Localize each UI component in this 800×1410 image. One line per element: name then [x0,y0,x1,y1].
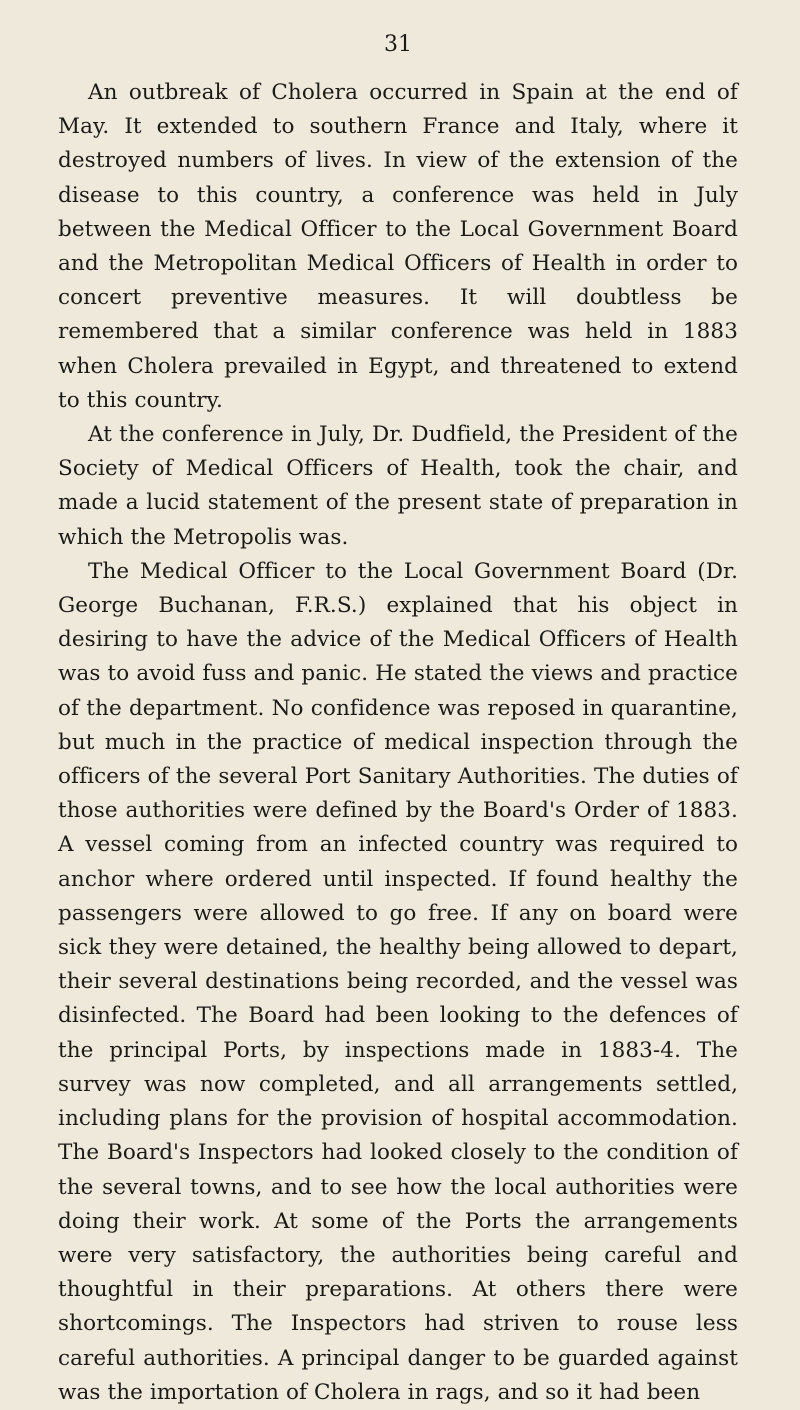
paragraph-board-medical-officer: The Medical Officer to the Local Government Board (Dr. George Buchanan, F.R.S.) explained that his object in desiring to have the advice of the Medical Officers of Health was to avoid fuss and panic. He stated the views and practice of the department. No confidence was reposed in quarantine, but much in the practice of medical inspection through the officers of the several Port Sanitary Authorities. The duties of those authorities were defined by the Board's Order of 1883. A vessel coming from an infected country was required to anchor where ordered until inspected. If found healthy the passengers were allowed to go free. If any on board were sick they were detained, the healthy being allowed to depart, their several destinations being recorded, and the vessel was disinfected. The Board had been looking to the defences of the principal Ports, by inspections made in 1883-4. The survey was now completed, and all arrangements settled, including plans for the provision of hospital accommodation. The Board's Inspectors had looked closely to the condition of the several towns, and to see how the local authorities were doing their work. At some of the Ports the arrangements were very satisfactory, the authorities being careful and thoughtful in their preparations. At others there were shortcomings. The Inspectors had striven to rouse less careful authorities. A principal danger to be guarded against was the importation of Cholera in rags, and so it had been [58,558,738,1405]
page-number: 31 [384,32,412,57]
paragraph-cholera-outbreak: An outbreak of Cholera occurred in Spain at the end of May. It extended to southern France and Italy, where it destroyed numbers of lives. In view of the extension of the disease to this country, a conference was held in July between the Medical Officer to the Local Government Board and the Metropolitan Medical Officers of Health in order to concert preventive measures. It will doubtless be remembered that a similar conference was held in 1883 when Cholera prevailed in Egypt, and threatened to extend to this country. [58,80,738,413]
paragraph-conference-chair: At the conference in July, Dr. Dudfield, the President of the Society of Medical Officers of Health, took the chair, and made a lucid statement of the present state of preparation in which the Metropolis was. [58,422,738,550]
